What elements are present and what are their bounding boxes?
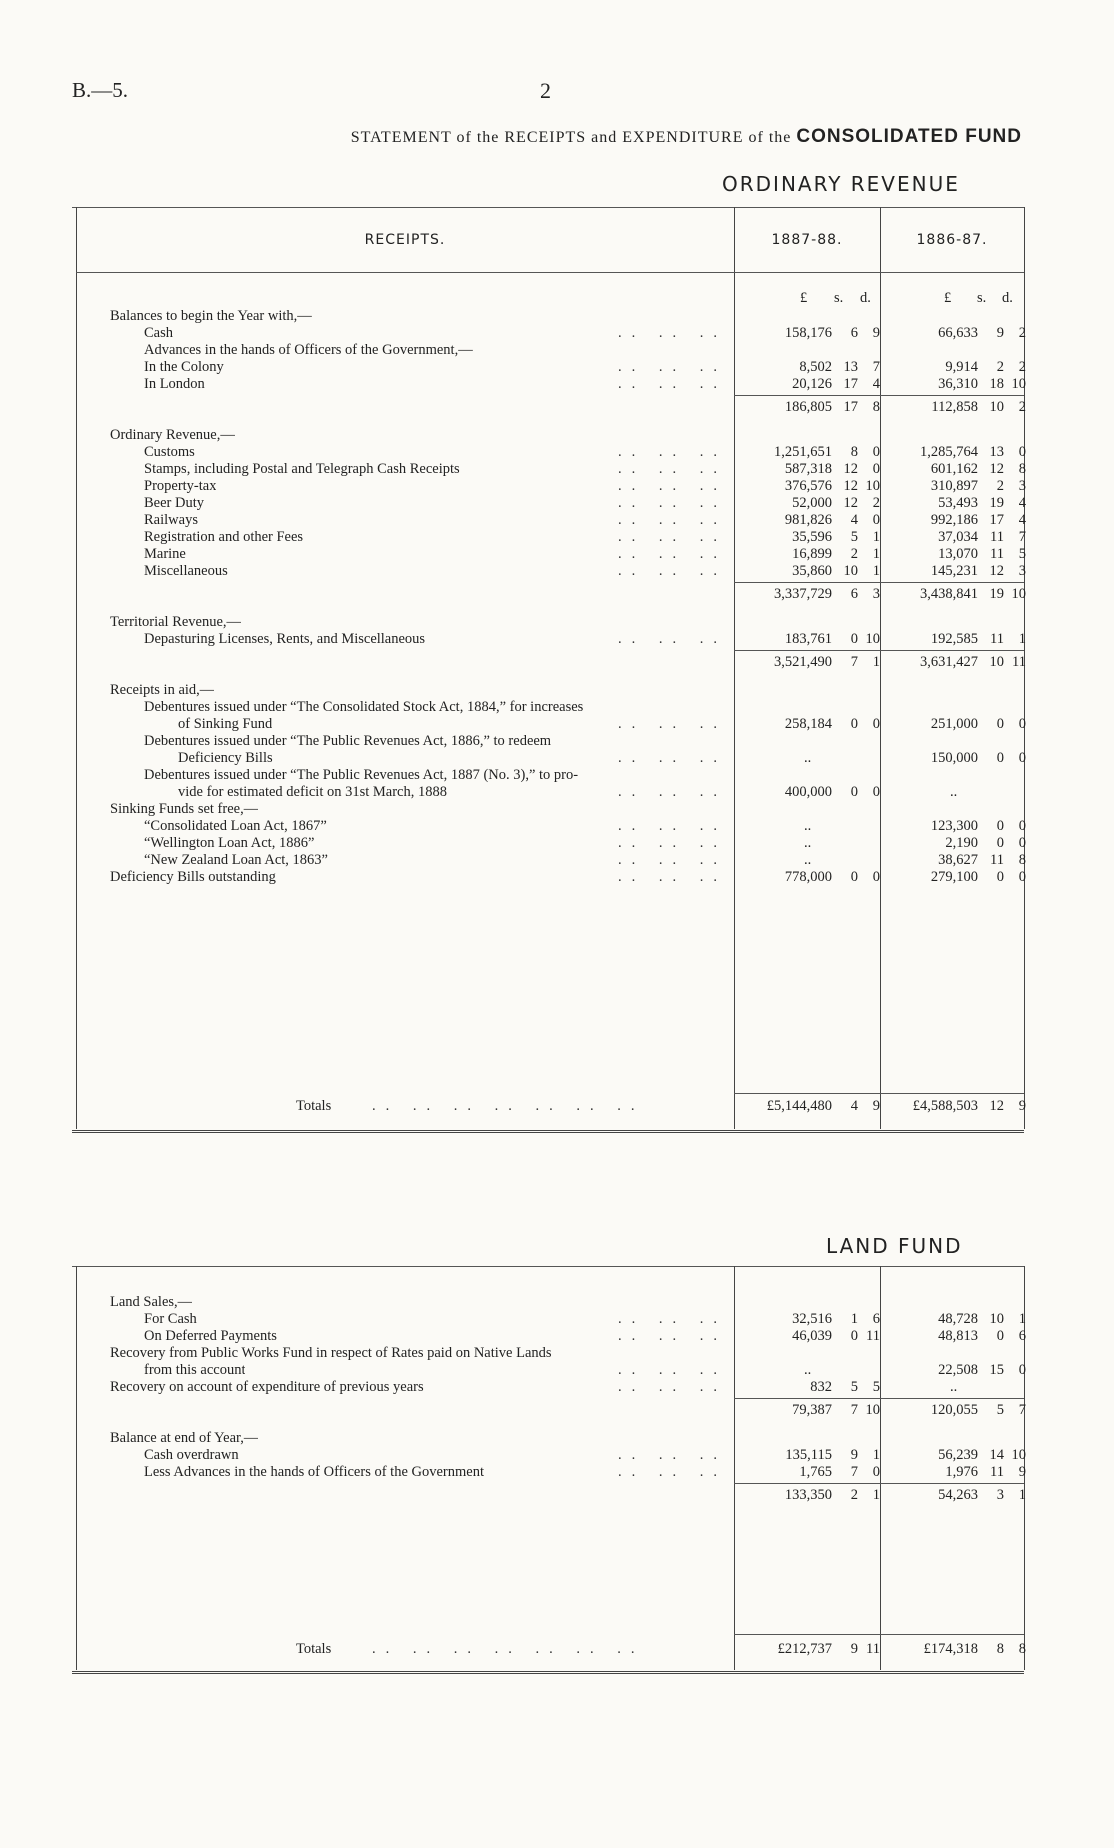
table-row (0, 750, 1114, 767)
empty-amount: .. (804, 835, 812, 851)
leader-dots: .. .. .. (618, 750, 727, 766)
leader-dots: .. .. .. (618, 376, 727, 392)
shilling-unit: s. (834, 290, 844, 306)
table-row (0, 1345, 1114, 1362)
amount-1886-87: 192,585 11 1 (930, 631, 1026, 647)
row-label: Deficiency Bills outstanding (110, 869, 276, 885)
row-label: Deficiency Bills (178, 750, 273, 766)
ordinary-revenue-heading: ORDINARY REVENUE (722, 172, 960, 196)
leader-dots: .. .. .. (618, 563, 727, 579)
subtotal-row (0, 399, 1114, 416)
amount-1886-87: 251,000 0 0 (930, 716, 1026, 732)
land-fund-heading: LAND FUND (826, 1234, 963, 1258)
leader-dots: .. .. .. (618, 1362, 727, 1378)
amount-1887-88: 3,521,490 7 1 (774, 654, 880, 670)
leader-dots: .. .. .. (618, 444, 727, 460)
table-row (0, 1311, 1114, 1328)
totals-1887-88: £212,737 9 11 (777, 1641, 880, 1657)
leader-dots: .. .. .. (618, 1464, 727, 1480)
amount-1887-88: 46,039 0 11 (792, 1328, 880, 1344)
amount-1886-87: 38,627 11 8 (938, 852, 1026, 868)
row-label: Miscellaneous (144, 563, 228, 579)
amount-1887-88: 135,115 9 1 (785, 1447, 880, 1463)
table-row (0, 1294, 1114, 1311)
amount-1887-88: 158,176 6 9 (784, 325, 880, 341)
amount-1887-88: 35,860 10 1 (792, 563, 880, 579)
amount-1887-88: 32,516 1 6 (792, 1311, 880, 1327)
row-label: Sinking Funds set free,— (110, 801, 259, 817)
totals-1886-87: £4,588,503 12 9 (912, 1098, 1026, 1114)
row-label: Balance at end of Year,— (110, 1430, 259, 1446)
amount-1886-87: 601,162 12 8 (930, 461, 1026, 477)
subtotal-row (0, 1402, 1114, 1419)
leader-dots: .. .. .. (618, 1379, 727, 1395)
amount-1887-88: 183,761 0 10 (784, 631, 880, 647)
table-row (0, 835, 1114, 852)
totals-label: Totals (296, 1641, 332, 1657)
empty-amount: .. (804, 818, 812, 834)
table-row (0, 512, 1114, 529)
row-label: Receipts in aid,— (110, 682, 215, 698)
row-label: vide for estimated deficit on 31st March, 1888 (178, 784, 447, 800)
amount-1886-87: 36,310 18 10 (938, 376, 1026, 392)
land-totals-row: Totals .. .. .. .. .. .. .. £212,737 9 11 £174,318 8 8 (296, 1641, 1026, 1657)
empty-amount: .. (950, 784, 958, 800)
subtotal-row (0, 586, 1114, 603)
row-label: Balances to begin the Year with,— (110, 308, 312, 324)
table-row (0, 444, 1114, 461)
totals-1887-88: £5,144,480 4 9 (766, 1098, 880, 1114)
amount-1886-87: 150,000 0 0 (930, 750, 1026, 766)
amount-1886-87: 9,914 2 2 (945, 359, 1026, 375)
amount-1886-87: 48,813 0 6 (938, 1328, 1026, 1344)
leader-dots: .. .. .. (618, 784, 727, 800)
table-row (0, 733, 1114, 750)
leader-dots: .. .. .. (618, 852, 727, 868)
subtotal-row (0, 654, 1114, 671)
leader-dots: .. .. .. (618, 529, 727, 545)
amount-1886-87: 48,728 10 1 (938, 1311, 1026, 1327)
pound-unit: £ (944, 290, 952, 306)
table-row (0, 359, 1114, 376)
pound-unit: £ (800, 290, 808, 306)
table-row (0, 614, 1114, 631)
amount-1887-88: 16,899 2 1 (792, 546, 880, 562)
row-label: Recovery on account of expenditure of previous years (110, 1379, 424, 1395)
table-row (0, 1362, 1114, 1379)
leader-dots: .. .. .. (618, 359, 727, 375)
amount-1887-88: 1,251,651 8 0 (774, 444, 880, 460)
leader-dots: .. .. .. (618, 1311, 727, 1327)
leader-dots: .. .. .. (618, 716, 727, 732)
amount-1886-87: 123,300 0 0 (930, 818, 1026, 834)
amount-1886-87: 22,508 15 0 (938, 1362, 1026, 1378)
amount-1887-88: 79,387 7 10 (792, 1402, 880, 1418)
amount-1887-88: 35,596 5 1 (792, 529, 880, 545)
amount-1886-87: 145,231 12 3 (930, 563, 1026, 579)
row-label: “Consolidated Loan Act, 1867” (144, 818, 327, 834)
leader-dots: .. .. .. (618, 546, 727, 562)
amount-1887-88: 8,502 13 7 (799, 359, 880, 375)
leader-dots: .. .. .. (618, 325, 727, 341)
table-row (0, 631, 1114, 648)
table-row (0, 682, 1114, 699)
table-row (0, 1430, 1114, 1447)
amount-1887-88: 778,000 0 0 (784, 869, 880, 885)
amount-1886-87: 13,070 11 5 (938, 546, 1026, 562)
table-row (0, 1379, 1114, 1396)
row-label: In the Colony (144, 359, 224, 375)
row-label: Depasturing Licenses, Rents, and Miscellaneous (144, 631, 426, 647)
amount-1887-88: 133,350 2 1 (784, 1487, 880, 1503)
row-label: “New Zealand Loan Act, 1863” (144, 852, 328, 868)
totals-1886-87: £174,318 8 8 (923, 1641, 1026, 1657)
amount-1887-88: 400,000 0 0 (784, 784, 880, 800)
row-label: Debentures issued under “The Public Revenues Act, 1886,” to redeem (144, 733, 552, 749)
row-label: Beer Duty (144, 495, 204, 511)
totals-label: Totals (296, 1098, 332, 1114)
row-label: For Cash (144, 1311, 197, 1327)
table-row (0, 325, 1114, 342)
table-row (0, 852, 1114, 869)
leader-dots: .. .. .. (618, 835, 727, 851)
leader-dots: .. .. .. (618, 512, 727, 528)
leader-dots: .. .. .. (618, 818, 727, 834)
amount-1887-88: 981,826 4 0 (784, 512, 880, 528)
subtotal-row (0, 1487, 1114, 1504)
amount-1886-87: 279,100 0 0 (930, 869, 1026, 885)
table-row (0, 376, 1114, 393)
amount-1887-88: 832 5 5 (810, 1379, 880, 1395)
empty-amount: .. (804, 852, 812, 868)
table-row (0, 801, 1114, 818)
amount-1886-87: 3,631,427 10 11 (920, 654, 1026, 670)
table-row (0, 784, 1114, 801)
row-label: On Deferred Payments (144, 1328, 277, 1344)
row-label: of Sinking Fund (178, 716, 273, 732)
leader-dots: .. .. .. (618, 495, 727, 511)
document-reference: B.—5. (72, 78, 129, 102)
leader-dots: .. .. .. (618, 461, 727, 477)
amount-1887-88: 20,126 17 4 (792, 376, 880, 392)
row-label: “Wellington Loan Act, 1886” (144, 835, 315, 851)
row-label: Customs (144, 444, 195, 460)
leader-dots: .. .. .. (618, 631, 727, 647)
table-row (0, 1447, 1114, 1464)
leader-dots: .. .. .. (618, 1328, 727, 1344)
table-row (0, 767, 1114, 784)
row-label: Registration and other Fees (144, 529, 304, 545)
table-row (0, 716, 1114, 733)
pence-unit: d. (1002, 290, 1013, 306)
table-row (0, 699, 1114, 716)
title-prefix: STATEMENT of the RECEIPTS and EXPENDITURE of the (350, 129, 792, 146)
row-label: Debentures issued under “The Consolidated Stock Act, 1884,” for increases (144, 699, 584, 715)
amount-1886-87: 56,239 14 10 (938, 1447, 1026, 1463)
amount-1887-88: 258,184 0 0 (784, 716, 880, 732)
amount-1886-87: 3,438,841 19 10 (920, 586, 1026, 602)
row-label: Ordinary Revenue,— (110, 427, 235, 443)
table-row (0, 546, 1114, 563)
row-label: Stamps, including Postal and Telegraph Cash Receipts (144, 461, 460, 477)
amount-1886-87: 120,055 5 7 (930, 1402, 1026, 1418)
leader-dots: .. .. .. (618, 478, 727, 494)
empty-amount: .. (804, 750, 812, 766)
pence-unit: d. (860, 290, 871, 306)
amount-1886-87: 2,190 0 0 (945, 835, 1026, 851)
table-row (0, 478, 1114, 495)
title-bold: CONSOLIDATED FUND (796, 126, 1022, 147)
amount-1886-87: 1,285,764 13 0 (920, 444, 1026, 460)
amount-1887-88: 376,576 12 10 (784, 478, 880, 494)
amount-1887-88: 587,318 12 0 (784, 461, 880, 477)
row-label: Land Sales,— (110, 1294, 193, 1310)
year-1886-87-header: 1886-87. (916, 232, 988, 248)
table-row (0, 563, 1114, 580)
row-label: Advances in the hands of Officers of the Government,— (144, 342, 473, 358)
amount-1887-88: 52,000 12 2 (792, 495, 880, 511)
amount-1886-87: 1,976 11 9 (945, 1464, 1026, 1480)
table-row (0, 869, 1114, 886)
amount-1886-87: 310,897 2 3 (930, 478, 1026, 494)
row-label: Property-tax (144, 478, 217, 494)
table-row (0, 495, 1114, 512)
leader-dots: .. .. .. (618, 1447, 727, 1463)
amount-1886-87: 66,633 9 2 (938, 325, 1026, 341)
amount-1886-87: 54,263 3 1 (938, 1487, 1026, 1503)
row-label: Debentures issued under “The Public Revenues Act, 1887 (No. 3),” to pro- (144, 767, 579, 783)
empty-amount: .. (804, 1362, 812, 1378)
amount-1886-87: 53,493 19 4 (938, 495, 1026, 511)
ordinary-totals-row: Totals .. .. .. .. .. .. .. £5,144,480 4 9 £4,588,503 12 9 (296, 1098, 1026, 1114)
table-row (0, 1464, 1114, 1481)
table-row (0, 308, 1114, 325)
empty-amount: .. (950, 1379, 958, 1395)
shilling-unit: s. (977, 290, 987, 306)
page-number: 2 (540, 78, 551, 103)
row-label: Recovery from Public Works Fund in respect of Rates paid on Native Lands (110, 1345, 552, 1361)
amount-1886-87: 37,034 11 7 (938, 529, 1026, 545)
row-label: Cash overdrawn (144, 1447, 239, 1463)
table-row (0, 461, 1114, 478)
row-label: Railways (144, 512, 198, 528)
row-label: Less Advances in the hands of Officers of the Government (144, 1464, 484, 1480)
row-label: In London (144, 376, 205, 392)
amount-1887-88: 186,805 17 8 (784, 399, 880, 415)
receipts-column-header: RECEIPTS. (364, 232, 446, 248)
year-1887-88-header: 1887-88. (771, 232, 843, 248)
row-label: from this account (144, 1362, 246, 1378)
table-row (0, 427, 1114, 444)
table-row (0, 342, 1114, 359)
leader-dots: .. .. .. (618, 869, 727, 885)
amount-1886-87: 112,858 10 2 (931, 399, 1026, 415)
row-label: Territorial Revenue,— (110, 614, 242, 630)
amount-1887-88: 1,765 7 0 (799, 1464, 880, 1480)
amount-1886-87: 992,186 17 4 (930, 512, 1026, 528)
row-label: Marine (144, 546, 186, 562)
row-label: Cash (144, 325, 173, 341)
table-row (0, 529, 1114, 546)
statement-title (351, 126, 1022, 148)
amount-1887-88: 3,337,729 6 3 (774, 586, 880, 602)
table-row (0, 818, 1114, 835)
table-row (0, 1328, 1114, 1345)
